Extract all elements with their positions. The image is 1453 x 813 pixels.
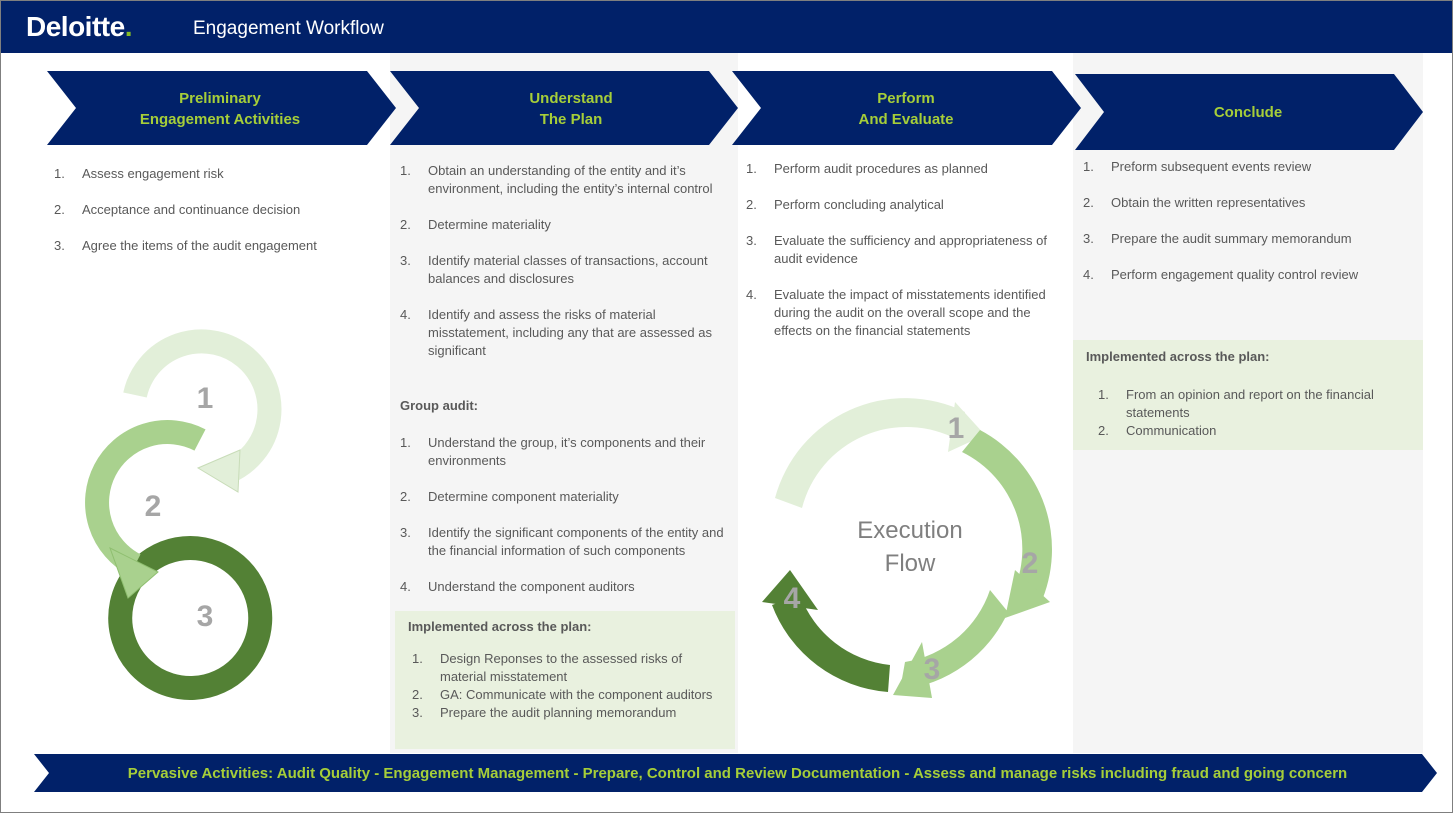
pervasive-activities-label: Pervasive Activities: Audit Quality - Engagement Management - Prepare, Control and Review Documentation - Assess and manage risks including fraud and going concern [127, 764, 1348, 782]
execution-flow-label-2: Flow [884, 550, 936, 577]
list-item: 1. Design Reponses to the assessed risks of material misstatement [412, 651, 683, 684]
page-title: Engagement Workflow [193, 18, 384, 39]
list-item: 3. Prepare the audit summary memorandum [1083, 231, 1352, 246]
list-item: 2. GA: Communicate with the component auditors [412, 687, 713, 702]
list-item: 2. Determine materiality [400, 217, 551, 232]
phase-label-understand: Understand The Plan [529, 90, 613, 128]
phase-label-conclude: Conclude [1213, 103, 1283, 121]
list-item: 2. Perform concluding analytical [746, 197, 944, 212]
list-item: 1. Obtain an understanding of the entity and it’s environment, including the entity’s internal control [400, 163, 713, 196]
cycle-number-2: 2 [144, 490, 162, 523]
implemented-title-conclude: Implemented across the plan: [1086, 349, 1270, 364]
list-item: 1. Preform subsequent events review [1083, 159, 1312, 174]
list-item: 3. Identify the significant components of the entity and the financial information of such components [400, 525, 724, 558]
phase-label-preliminary: Preliminary Engagement Activities [139, 90, 301, 128]
list-item: 4. Understand the component auditors [400, 579, 635, 594]
list-item: 3. Identify material classes of transactions, account balances and disclosures [400, 253, 708, 286]
flow-number-3: 3 [923, 653, 941, 686]
list-item: 4. Evaluate the impact of misstatements identified during the audit on the overall scope and the effects on the financial statements [746, 287, 1046, 338]
flow-number-1: 1 [947, 412, 965, 445]
list-item: 3. Agree the items of the audit engagement [54, 238, 317, 253]
cycle-number-1: 1 [196, 382, 214, 415]
list-item: 1. From an opinion and report on the financial statements [1098, 387, 1374, 420]
flow-number-2: 2 [1021, 547, 1039, 580]
group-audit-label: Group audit: [400, 398, 478, 413]
list-item: 2. Determine component materiality [400, 489, 619, 504]
list-item: 1. Assess engagement risk [54, 166, 224, 181]
phase-label-perform: Perform And Evaluate [858, 90, 954, 128]
deloitte-logo: Deloitte. [26, 11, 132, 42]
list-item: 3. Evaluate the sufficiency and appropriateness of audit evidence [746, 233, 1047, 266]
list-item: 4. Identify and assess the risks of material misstatement, including any that are assessed as significant [400, 307, 712, 358]
list-item: 2. Communication [1098, 423, 1217, 438]
implemented-title-understand: Implemented across the plan: [408, 619, 592, 634]
list-item: 1. Understand the group, it’s components and their environments [400, 435, 706, 468]
list-item: 2. Acceptance and continuance decision [54, 202, 301, 217]
execution-flow-label-1: Execution [857, 517, 963, 544]
list-item: 2. Obtain the written representatives [1083, 195, 1306, 210]
list-item: 4. Perform engagement quality control review [1083, 267, 1359, 282]
flow-number-4: 4 [783, 582, 801, 615]
list-item: 3. Prepare the audit planning memorandum [412, 705, 677, 720]
cycle-number-3: 3 [196, 600, 214, 633]
list-item: 1. Perform audit procedures as planned [746, 161, 988, 176]
